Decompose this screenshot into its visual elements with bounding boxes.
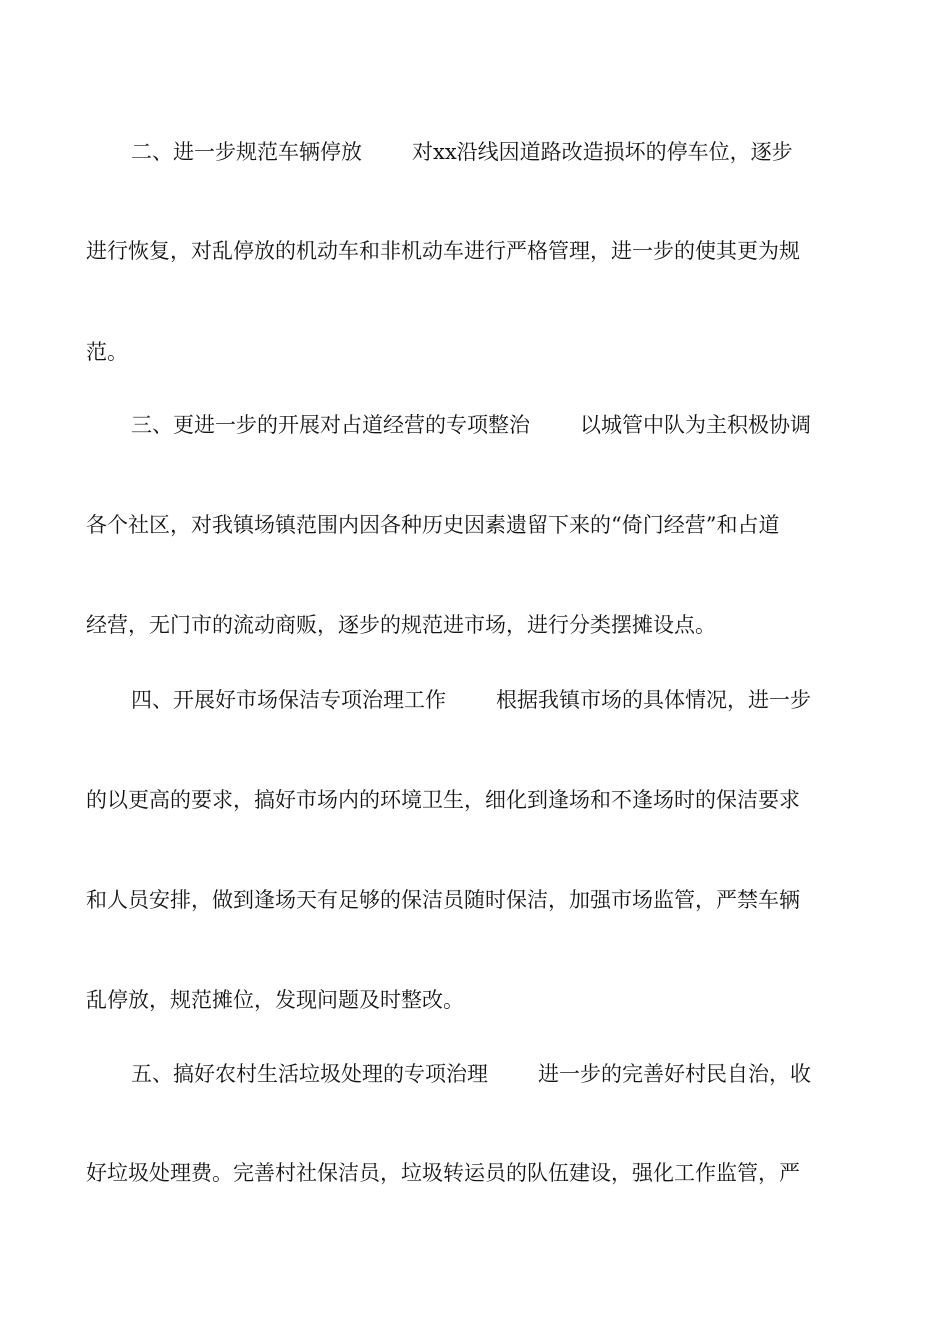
section-4-line: 的以更高的要求，搞好市场内的环境卫生，细化到逢场和不逢场时的保洁要求 bbox=[86, 788, 800, 812]
section-2-body-start: 对xx沿线因道路改造损坏的停车位，逐步 bbox=[412, 140, 793, 164]
section-3-line: 各个社区，对我镇场镇范围内因各种历史因素遗留下来的“倚门经营”和占道 bbox=[86, 513, 780, 537]
section-4-body-start: 根据我镇市场的具体情况，进一步 bbox=[496, 688, 811, 712]
section-4-line: 乱停放，规范摊位，发现问题及时整改。 bbox=[86, 988, 464, 1012]
section-5-heading: 五、搞好农村生活垃圾处理的专项治理 bbox=[131, 1062, 488, 1086]
section-2-line: 进行恢复，对乱停放的机动车和非机动车进行严格管理，进一步的使其更为规 bbox=[86, 239, 800, 263]
section-4-line: 和人员安排，做到逢场天有足够的保洁员随时保洁，加强市场监管，严禁车辆 bbox=[86, 888, 800, 912]
section-5-body-start: 进一步的完善好村民自治，收 bbox=[538, 1062, 811, 1086]
section-2-first-line bbox=[131, 138, 793, 166]
section-3-heading: 三、更进一步的开展对占道经营的专项整治 bbox=[131, 413, 530, 437]
section-5-first-line bbox=[131, 1060, 811, 1088]
section-2-heading: 二、进一步规范车辆停放 bbox=[131, 140, 362, 164]
section-3-first-line bbox=[131, 411, 811, 439]
section-4-first-line bbox=[131, 686, 811, 714]
section-2-line: 范。 bbox=[86, 340, 128, 364]
section-4-heading: 四、开展好市场保洁专项治理工作 bbox=[131, 688, 446, 712]
section-5-line: 好垃圾处理费。完善村社保洁员，垃圾转运员的队伍建设，强化工作监管，严 bbox=[86, 1161, 800, 1185]
section-3-line: 经营，无门市的流动商贩，逐步的规范进市场，进行分类摆摊设点。 bbox=[86, 613, 716, 637]
section-3-body-start: 以城管中队为主积极协调 bbox=[580, 413, 811, 437]
